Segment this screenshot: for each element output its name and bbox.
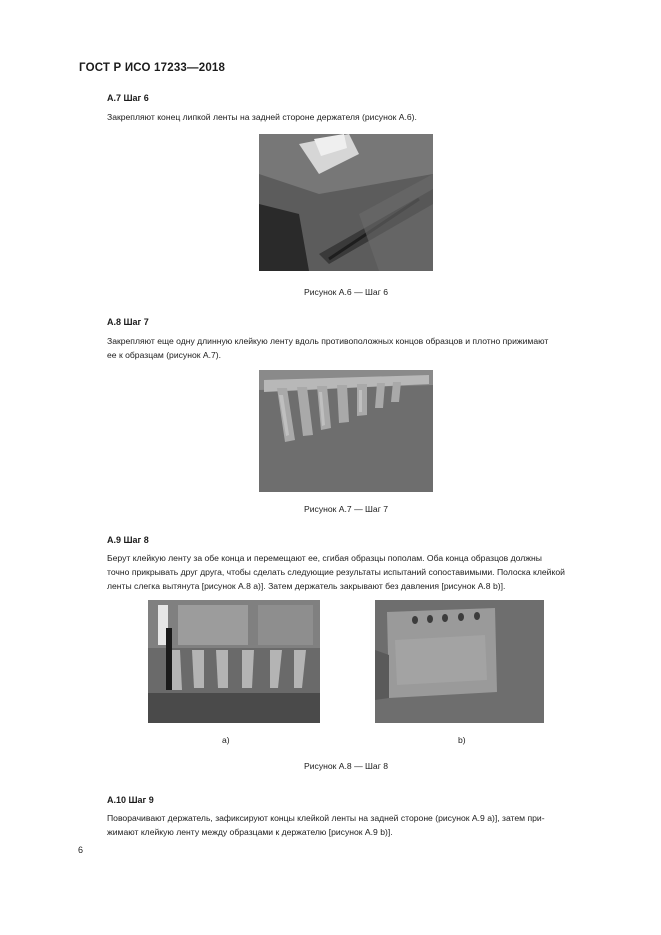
section-heading-a9: А.9 Шаг 8: [107, 535, 149, 545]
section-text-a9-line1: Берут клейкую ленту за обе конца и перемещают ее, сгибая образцы пополам. Оба конца образцов должны: [107, 553, 542, 563]
figure-a7-caption: Рисунок А.7 — Шаг 7: [303, 504, 389, 514]
figure-a7-photo: [259, 370, 433, 492]
figure-a8-caption: Рисунок А.8 — Шаг 8: [303, 761, 389, 771]
figure-a8a-label: а): [222, 735, 230, 745]
section-text-a7: Закрепляют конец липкой ленты на задней стороне держателя (рисунок А.6).: [107, 112, 417, 122]
section-heading-a10: А.10 Шаг 9: [107, 795, 154, 805]
section-text-a10-line1: Поворачивают держатель, зафиксируют концы клейкой ленты на задней стороне (рисунок А.9 а)], затем при-: [107, 813, 545, 823]
figure-a8b-label: b): [458, 735, 466, 745]
section-text-a8-line1: Закрепляют еще одну длинную клейкую ленту вдоль противоположных концов образцов и плотно прижимают: [107, 336, 549, 346]
page-number: 6: [78, 845, 84, 855]
section-text-a10-line2: жимают клейкую ленту между образцами к держателю [рисунок А.9 b)].: [107, 827, 393, 837]
document-header: ГОСТ Р ИСО 17233—2018: [79, 62, 226, 74]
section-text-a9-line3: ленты слегка вытянута [рисунок А.8 а)]. Затем держатель закрывают без давления [рисунок А.8 b)].: [107, 581, 506, 591]
section-heading-a8: А.8 Шаг 7: [107, 317, 149, 327]
figure-a6-photo: [259, 134, 433, 271]
figure-a8b-photo: [375, 600, 544, 723]
section-text-a9-line2: точно прикрывать друг друга, чтобы сделать следующие результаты испытаний сопоставимыми. Полоска клейкой: [107, 567, 565, 577]
figure-a8a-photo: [148, 600, 320, 723]
section-heading-a7: А.7 Шаг 6: [107, 93, 149, 103]
figure-a6-caption: Рисунок А.6 — Шаг 6: [303, 287, 389, 297]
section-text-a8-line2: ее к образцам (рисунок А.7).: [107, 350, 222, 360]
